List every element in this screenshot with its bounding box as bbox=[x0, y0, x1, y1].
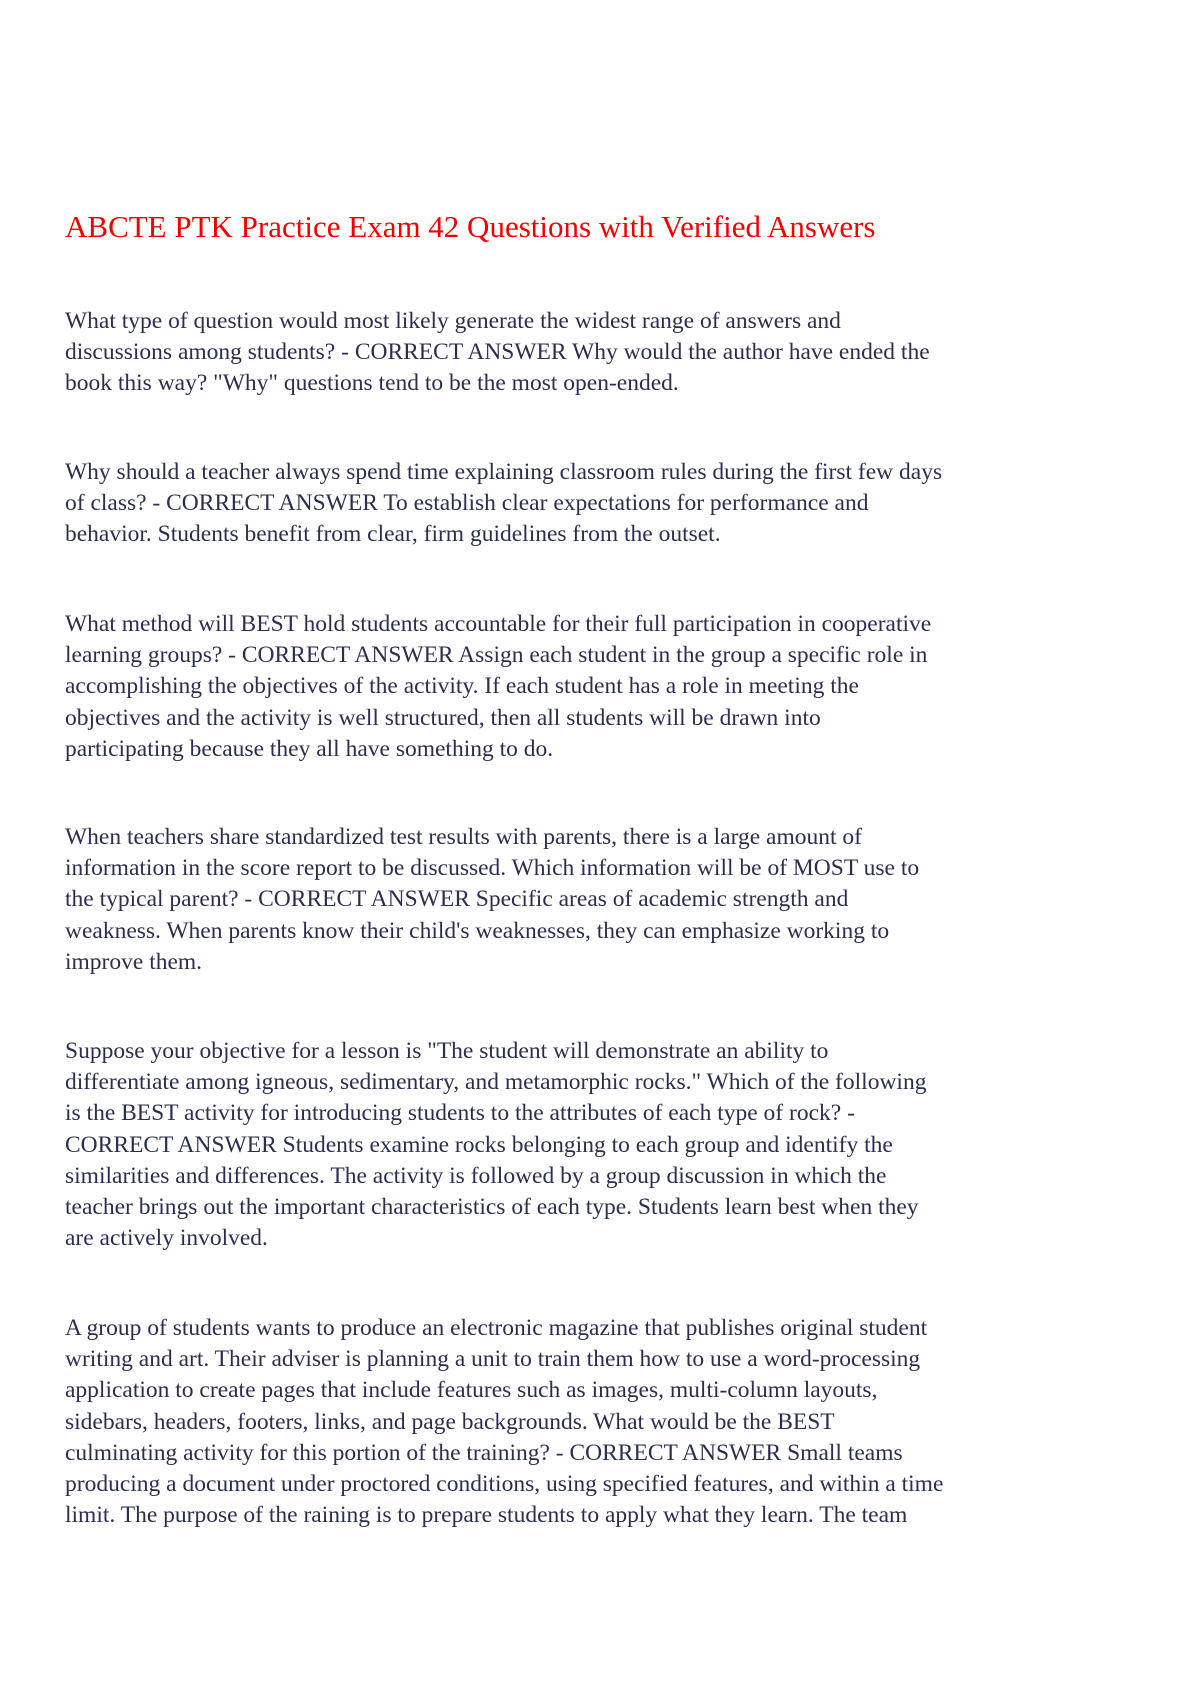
qa-line: application to create pages that include features such as images, multi-column layouts, bbox=[65, 1377, 878, 1404]
qa-line: culminating activity for this portion of the training? - CORRECT ANSWER Small teams bbox=[65, 1439, 903, 1466]
qa-line: participating because they all have something to do. bbox=[65, 735, 554, 762]
qa-line: information in the score report to be discussed. Which information will be of MOST use to bbox=[65, 855, 920, 882]
qa-line: accomplishing the objectives of the activity. If each student has a role in meeting the bbox=[65, 673, 859, 700]
qa-line: limit. The purpose of the raining is to prepare students to apply what they learn. The team bbox=[65, 1502, 908, 1529]
qa-line: writing and art. Their adviser is planning a unit to train them how to use a word-processing bbox=[65, 1346, 921, 1373]
qa-line: weakness. When parents know their child's weaknesses, they can emphasize working to bbox=[65, 917, 890, 944]
qa-item-1 bbox=[65, 306, 930, 400]
qa-line: sidebars, headers, footers, links, and page backgrounds. What would be the BEST bbox=[65, 1408, 835, 1435]
qa-line: CORRECT ANSWER Students examine rocks belonging to each group and identify the bbox=[65, 1131, 893, 1158]
qa-line: are actively involved. bbox=[65, 1225, 268, 1252]
qa-line: learning groups? - CORRECT ANSWER Assign each student in the group a specific role in bbox=[65, 642, 928, 669]
qa-line: behavior. Students benefit from clear, firm guidelines from the outset. bbox=[65, 521, 721, 548]
qa-item-3 bbox=[65, 609, 931, 765]
qa-line: book this way? "Why" questions tend to be the most open-ended. bbox=[65, 370, 679, 397]
qa-line: teacher brings out the important characteristics of each type. Students learn best when they bbox=[65, 1194, 919, 1221]
qa-line: Suppose your objective for a lesson is "The student will demonstrate an ability to bbox=[65, 1038, 829, 1064]
qa-line: similarities and differences. The activity is followed by a group discussion in which the bbox=[65, 1162, 887, 1189]
qa-line: objectives and the activity is well structured, then all students will be drawn into bbox=[65, 704, 821, 731]
qa-line: What method will BEST hold students accountable for their full participation in cooperative bbox=[65, 611, 932, 637]
qa-line: A group of students wants to produce an electronic magazine that publishes original student bbox=[65, 1315, 928, 1341]
qa-item-5 bbox=[65, 1036, 926, 1254]
qa-item-4 bbox=[65, 822, 919, 978]
document-title: ABCTE PTK Practice Exam 42 Questions with Verified Answers bbox=[65, 209, 876, 244]
qa-line: discussions among students? - CORRECT ANSWER Why would the author have ended the bbox=[65, 339, 930, 366]
qa-line: of class? - CORRECT ANSWER To establish clear expectations for performance and bbox=[65, 490, 869, 517]
qa-line: What type of question would most likely generate the widest range of answers and bbox=[65, 308, 841, 334]
qa-line: differentiate among igneous, sedimentary, and metamorphic rocks." Which of the following bbox=[65, 1069, 927, 1096]
qa-item-6 bbox=[65, 1313, 943, 1531]
qa-line: is the BEST activity for introducing students to the attributes of each type of rock? - bbox=[65, 1100, 855, 1127]
qa-item-2 bbox=[65, 457, 942, 551]
qa-line: improve them. bbox=[65, 948, 203, 975]
qa-line: When teachers share standardized test results with parents, there is a large amount of bbox=[65, 824, 862, 850]
qa-line: the typical parent? - CORRECT ANSWER Specific areas of academic strength and bbox=[65, 886, 849, 913]
qa-line: Why should a teacher always spend time explaining classroom rules during the first few days bbox=[65, 459, 943, 485]
qa-line: producing a document under proctored conditions, using specified features, and within a time bbox=[65, 1471, 944, 1498]
